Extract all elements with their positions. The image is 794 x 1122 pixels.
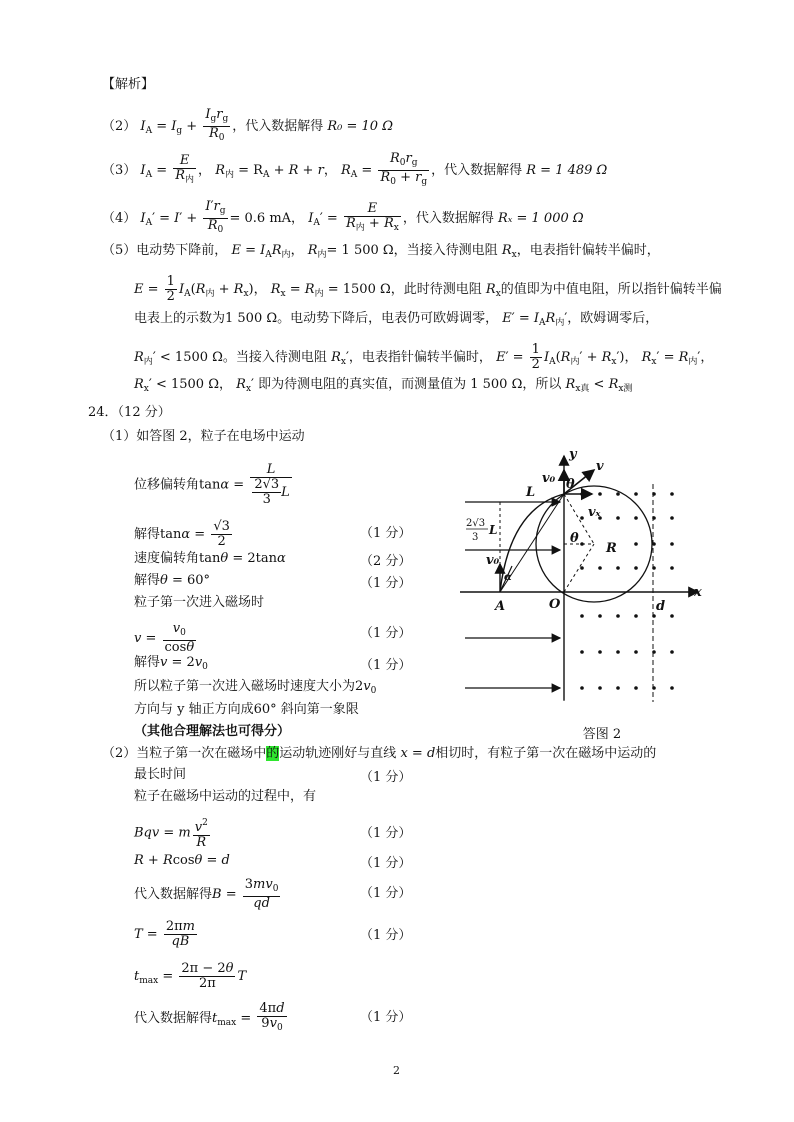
label-L: L (526, 485, 536, 500)
label-v: v (596, 459, 604, 474)
label-R: R (606, 541, 617, 556)
score: （1 分） (360, 770, 412, 785)
label-vx: vₓ (588, 505, 601, 520)
direction-conclusion: 方向与 y 轴正方向成60° 斜向第一象限 (134, 702, 359, 717)
score: （1 分） (360, 626, 412, 641)
answer-5-line2: E = $\frac{1}{2}$ $I_A(R_内 + R_x)$， $R_x = R_内 = 1500$ Ω，此时待测电阻 $R_x$的值即为中值电阻，所以指针偏转半偏 (134, 274, 722, 304)
geometry-equation: R + Rcosθ = d (134, 853, 230, 868)
score: （1 分） (360, 826, 412, 841)
solve-tmax: 代入数据解得$t_{max}$ = $\frac{4\pi d}{9v_0}$ (134, 1001, 285, 1033)
velocity-angle: 速度偏转角tanθ = 2tanα (134, 551, 286, 566)
tmax-formula: $t_{max}$ = $\frac{2\pi - 2\theta}{2\pi}$ T (134, 961, 247, 991)
velocity-formula: v = $\frac{v_0}{\cos\theta}$ (134, 621, 195, 655)
score: （1 分） (360, 526, 412, 541)
answer-5-line1: （5）电动势下降前， $E = I_AR_内$， $R_内= 1$ 500 Ω，当接入待测电阻 $R_x$，电表指针偏转半偏时， (102, 243, 660, 260)
part-2-intro-line2: 最长时间 (134, 767, 187, 782)
section-heading: 【解析】 (102, 77, 155, 92)
label-2root3: 2√3 (466, 518, 486, 529)
label-three: 3 (472, 532, 479, 543)
part-1-intro: （1）如答图 2，粒子在电场中运动 (102, 429, 305, 444)
label-d: d (656, 599, 666, 614)
score: （1 分） (360, 658, 412, 673)
radius-dashed (564, 544, 594, 592)
page-number: 2 (393, 1064, 400, 1077)
score: （1 分） (360, 576, 412, 591)
label-v0-top: v₀ (542, 471, 556, 486)
score: （1 分） (360, 856, 412, 871)
label-origin: O (549, 597, 561, 612)
score: （2 分） (360, 554, 412, 569)
label-x: x (694, 585, 702, 600)
answer-5-line4: $R_内' < 1500$ Ω。当接入待测电阻 $R_x'$，电表指针偏转半偏时， E′ = $\frac{1}{2}$ $I_A(R_内' + R_x')$， $R_x' = R_内'$， (134, 342, 714, 372)
period-formula: T = $\frac{2\pi m}{qB}$ (134, 919, 195, 949)
answer-5-line5: $R_x' < 1500$ Ω， $R_x'$ 即为待测电阻的真实值，而测量值为 1 500 Ω，所以 $R_{x真} < R_{x测}$ (134, 377, 633, 394)
answer-4: （4） $I_A' = I'$ + $\frac{I'r_g}{R_0}$ = 0.6 mA， $I_A'$ = $\frac{E}{R_内 + R_x}$ ，代入数据解得 Rₓ = 1 000 Ω (102, 199, 584, 235)
label-y: y (569, 448, 577, 462)
score: （1 分） (360, 886, 412, 901)
figure-caption: 答图 2 (582, 727, 622, 742)
answer-3: （3） $I_A$ = $\frac{E}{R_内}$ ， $R_内 = R_A + R + r$， $R_A$ = $\frac{R_0r_g}{R_0 + r_g}$ ，代入数据解得 R = 1 489 Ω (102, 151, 608, 187)
speed-conclusion: 所以粒子第一次进入磁场时速度大小为$2v_0$ (134, 679, 377, 696)
label-alpha: α (504, 572, 512, 583)
process-statement: 粒子在磁场中运动的过程中，有 (134, 789, 317, 804)
solve-theta: 解得θ = 60° (134, 573, 211, 588)
question-24-title: 24．（12 分） (88, 405, 171, 420)
label-theta-top: θ (566, 477, 575, 492)
figure-2 (460, 448, 718, 724)
label-theta-mid: θ (570, 531, 579, 546)
solve-tan-alpha: 解得tanα = $\frac{√3}{2}$ (134, 519, 230, 549)
displacement-angle: 位移偏转角tanα = L $\frac{2√3}{3}$ L (134, 462, 290, 507)
solve-velocity: 解得$v = 2v_0$ (134, 655, 208, 672)
lorentz-equation: Bqv = m $\frac{v^2}{R}$ (134, 818, 208, 850)
answer-5-line3: 电表上的示数为1 500 Ω。电动势下降后，电表仍可欧姆调零， $E' = I_AR_内'$，欧姆调零后， (134, 311, 659, 328)
label-A: A (495, 599, 506, 614)
label-L-dim: L (489, 523, 498, 537)
solve-B: 代入数据解得B = $\frac{3mv_0}{qd}$ (134, 877, 279, 911)
enter-field: 粒子第一次进入磁场时 (134, 595, 265, 610)
answer-2: （2） $I_A = I_g$ + $\frac{I_gr_g}{R_0}$ ，代入数据解得 R₀ = 10 Ω (102, 107, 393, 143)
alt-solution-note: （其他合理解法也可得分） (134, 724, 291, 739)
score: （1 分） (360, 1010, 412, 1025)
part-2-intro: （2）当粒子第一次在磁场中的运动轨迹刚好与直线 x = d相切时，有粒子第一次在磁场中运动的 (102, 746, 657, 761)
label-v0-left: v₀ (486, 553, 500, 568)
score: （1 分） (360, 928, 412, 943)
